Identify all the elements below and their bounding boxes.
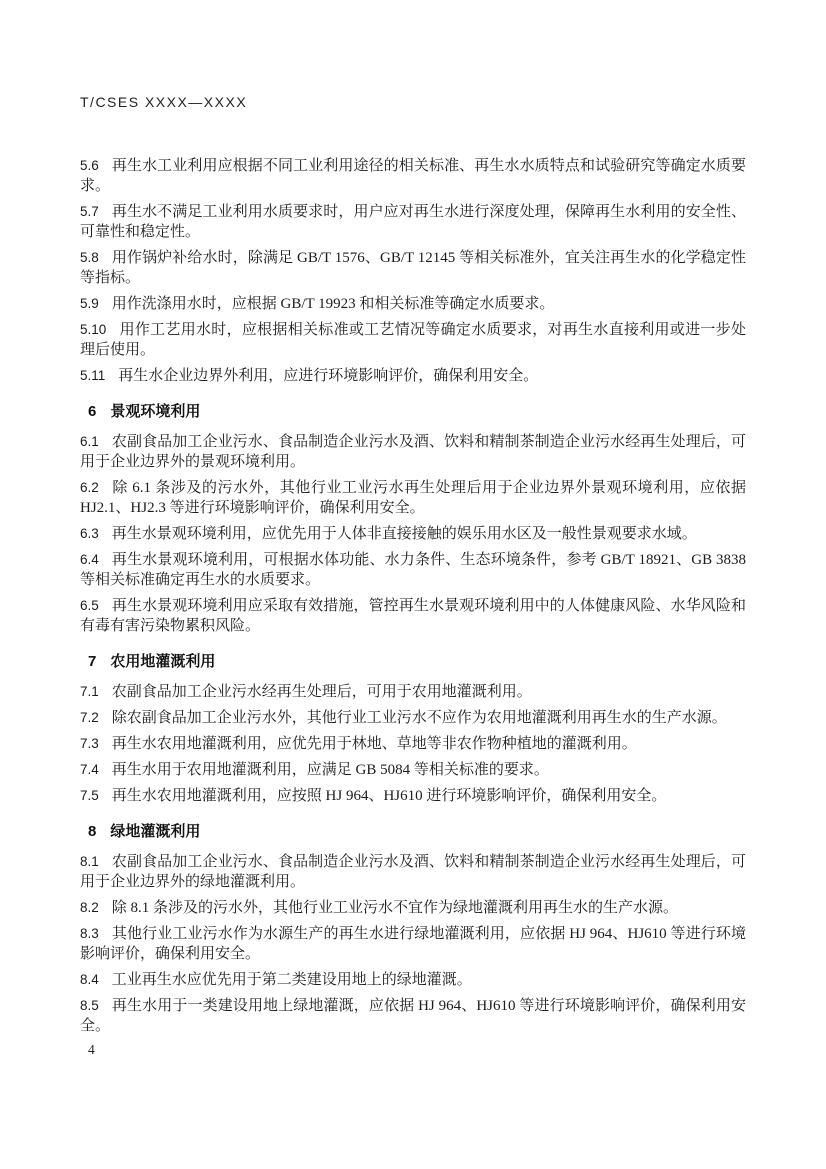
clause-text: 再生水用于一类建设用地上绿地灌溉，应依据 HJ 964、HJ610 等进行环境影响评价，确保利用安全。: [80, 998, 746, 1034]
clause-8-3: [80, 924, 746, 964]
clause-text: 用作工艺用水时，应根据相关标准或工艺情况等确定水质要求，对再生水直接利用或进一步处理后使用。: [80, 322, 746, 358]
clause-7-5: [80, 786, 746, 806]
clause-number: 7.3: [80, 736, 99, 751]
clause-number: 8.2: [80, 900, 99, 915]
clause-8-4: [80, 970, 746, 990]
clause-number: 5.6: [80, 158, 99, 173]
clause-5-7: [80, 202, 746, 242]
clause-text: 用作洗涤用水时，应根据 GB/T 19923 和相关标准等确定水质要求。: [111, 296, 555, 312]
clause-6-2: [80, 478, 746, 518]
document-body: [80, 156, 746, 1058]
clause-text: 农副食品加工企业污水经再生处理后，可用于农用地灌溉利用。: [111, 684, 532, 700]
section-heading-8: [88, 822, 746, 842]
clause-text: 再生水农用地灌溉利用，应优先用于林地、草地等非农作物种植地的灌溉利用。: [111, 736, 637, 752]
clause-number: 7.1: [80, 684, 99, 699]
clause-text: 除 8.1 条涉及的污水外，其他行业工业污水不宜作为绿地灌溉利用再生水的生产水源。: [111, 900, 679, 916]
clause-text: 用作锅炉补给水时，除满足 GB/T 1576、GB/T 12145 等相关标准外，宜关注再生水的化学稳定性等指标。: [80, 250, 746, 286]
clause-text: 再生水用于农用地灌溉利用，应满足 GB 5084 等相关标准的要求。: [111, 762, 549, 778]
clause-7-1: [80, 682, 746, 702]
clause-text: 再生水农用地灌溉利用，应按照 HJ 964、HJ610 进行环境影响评价，确保利用安全。: [111, 788, 667, 804]
clause-5-6: [80, 156, 746, 196]
clause-7-4: [80, 760, 746, 780]
page-number: 4: [88, 1042, 95, 1057]
clause-number: 6.2: [80, 480, 99, 495]
clause-text: 再生水不满足工业利用水质要求时，用户应对再生水进行深度处理，保障再生水利用的安全性、可靠性和稳定性。: [80, 204, 746, 240]
clause-number: 5.7: [80, 204, 99, 219]
clause-number: 5.9: [80, 296, 99, 311]
section-heading-6: [88, 402, 746, 422]
clause-number: 6.1: [80, 434, 99, 449]
clause-text: 再生水景观环境利用应采取有效措施，管控再生水景观环境利用中的人体健康风险、水华风险和有毒有害污染物累积风险。: [80, 598, 746, 634]
clause-8-1: [80, 852, 746, 892]
clause-number: 6.4: [80, 552, 99, 567]
clause-text: 农副食品加工企业污水、食品制造企业污水及酒、饮料和精制茶制造企业污水经再生处理后，可用于企业边界外的绿地灌溉利用。: [80, 854, 746, 890]
section-number: 8: [88, 823, 97, 840]
clause-7-3: [80, 734, 746, 754]
section-title: 景观环境利用: [110, 403, 201, 420]
section-title: 绿地灌溉利用: [110, 823, 201, 840]
document-header-code: T/CSES XXXX—XXXX: [80, 94, 248, 110]
clause-number: 7.4: [80, 762, 99, 777]
clause-number: 8.3: [80, 926, 99, 941]
clause-number: 8.5: [80, 998, 99, 1013]
clause-8-2: [80, 898, 746, 918]
clause-number: 8.4: [80, 972, 99, 987]
clause-text: 工业再生水应优先用于第二类建设用地上的绿地灌溉。: [111, 972, 472, 988]
clause-5-11: [80, 366, 746, 386]
clause-8-5: [80, 996, 746, 1036]
clause-6-1: [80, 432, 746, 472]
clause-number: 6.3: [80, 526, 99, 541]
clause-5-8: [80, 248, 746, 288]
clause-text: 其他行业工业污水作为水源生产的再生水进行绿地灌溉利用，应依据 HJ 964、HJ610 等进行环境影响评价，确保利用安全。: [80, 926, 746, 962]
clause-text: 农副食品加工企业污水、食品制造企业污水及酒、饮料和精制茶制造企业污水经再生处理后，可用于企业边界外的景观环境利用。: [80, 434, 746, 470]
clause-number: 5.10: [80, 322, 107, 337]
section-number: 7: [88, 653, 97, 670]
clause-7-2: [80, 708, 746, 728]
clause-5-10: [80, 320, 746, 360]
clause-number: 5.8: [80, 250, 99, 265]
section-title: 农用地灌溉利用: [110, 653, 216, 670]
clause-text: 再生水企业边界外利用，应进行环境影响评价，确保利用安全。: [118, 368, 539, 384]
clause-6-5: [80, 596, 746, 636]
clause-number: 7.5: [80, 788, 99, 803]
clause-text: 除农副食品加工企业污水外，其他行业工业污水不应作为农用地灌溉利用再生水的生产水源。: [111, 710, 727, 726]
clause-number: 7.2: [80, 710, 99, 725]
clause-5-9: [80, 294, 746, 314]
clause-6-4: [80, 550, 746, 590]
section-heading-7: [88, 652, 746, 672]
clause-text: 除 6.1 条涉及的污水外，其他行业工业污水再生处理后用于企业边界外景观环境利用，应依据 HJ2.1、HJ2.3 等进行环境影响评价，确保利用安全。: [80, 480, 746, 516]
clause-text: 再生水景观环境利用，可根据水体功能、水力条件、生态环境条件，参考 GB/T 18921、GB 3838 等相关标准确定再生水的水质要求。: [80, 552, 746, 588]
clause-6-3: [80, 524, 746, 544]
clause-text: 再生水工业利用应根据不同工业利用途径的相关标准、再生水水质特点和试验研究等确定水质要求。: [80, 158, 746, 194]
section-number: 6: [88, 403, 97, 420]
clause-text: 再生水景观环境利用，应优先用于人体非直接接触的娱乐用水区及一般性景观要求水域。: [111, 526, 697, 542]
clause-number: 5.11: [80, 368, 106, 383]
clause-number: 6.5: [80, 598, 99, 613]
clause-number: 8.1: [80, 854, 99, 869]
